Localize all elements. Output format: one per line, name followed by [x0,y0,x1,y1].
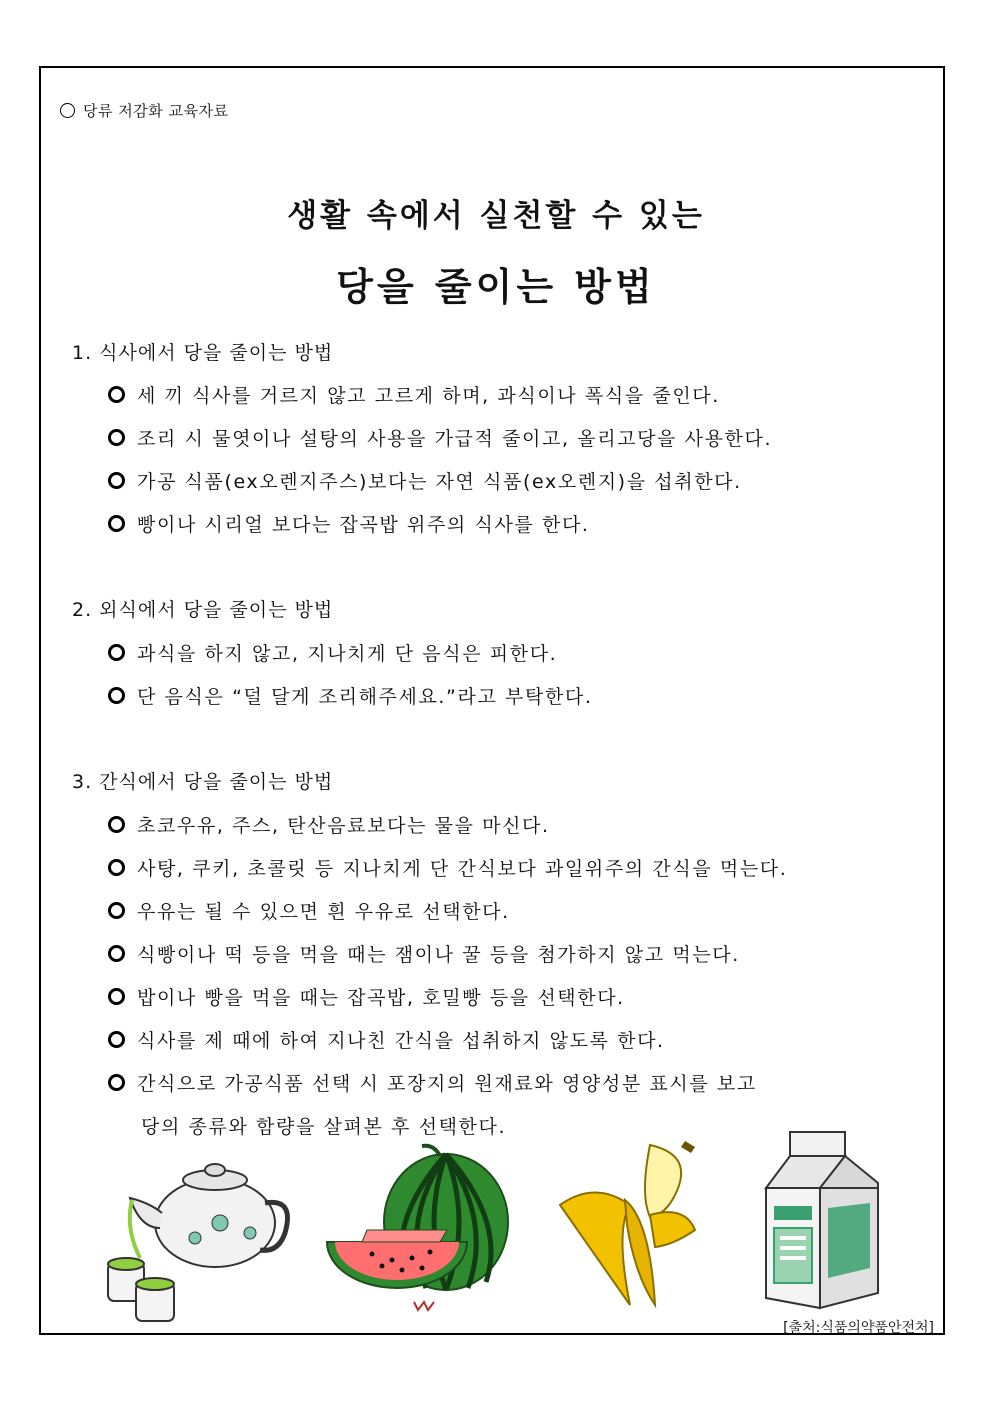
list-item: 빵이나 시리얼 보다는 잡곡밥 위주의 식사를 한다. [108,510,590,537]
list-item: 밥이나 빵을 먹을 때는 잡곡밥, 호밀빵 등을 선택한다. [108,983,625,1010]
teapot-icon [100,1158,295,1328]
list-item: 단 음식은 “덜 달게 조리해주세요.”라고 부탁한다. [108,682,593,709]
bullet-icon [108,1074,125,1091]
title-line-2: 당을 줄이는 방법 [336,265,656,309]
section-1-heading: 1. 식사에서 당을 줄이는 방법 [72,342,334,364]
bullet-icon [108,816,125,833]
list-item-continuation: 당의 종류와 함량을 살펴본 후 선택한다. [141,1116,507,1138]
list-item: 간식으로 가공식품 선택 시 포장지의 원재료와 영양성분 표시를 보고 [108,1069,757,1096]
list-item: 우유는 될 수 있으면 흰 우유로 선택한다. [108,897,510,924]
bullet-icon [108,687,125,704]
watermelon-icon [322,1142,512,1317]
section-3-heading: 3. 간식에서 당을 줄이는 방법 [72,771,334,793]
list-item: 가공 식품(ex오렌지주스)보다는 자연 식품(ex오렌지)을 섭취한다. [108,467,742,494]
source-caption: [출처:식품의약품안전처] [783,1320,934,1336]
list-item: 세 끼 식사를 거르지 않고 고르게 하며, 과식이나 폭식을 줄인다. [108,381,720,408]
circle-icon [60,103,75,118]
list-item: 식사를 제 때에 하여 지나친 간식을 섭취하지 않도록 한다. [108,1026,665,1053]
list-item: 과식을 하지 않고, 지나치게 단 음식은 피한다. [108,639,557,666]
bullet-icon [108,988,125,1005]
milk-carton-icon [760,1128,885,1313]
list-item: 조리 시 물엿이나 설탕의 사용을 가급적 줄이고, 올리고당을 사용한다. [108,424,772,451]
bullet-icon [108,945,125,962]
bullet-icon [108,644,125,661]
list-item: 초코우유, 주스, 탄산음료보다는 물을 마신다. [108,811,550,838]
bullet-icon [108,386,125,403]
bullet-icon [108,859,125,876]
list-item: 사탕, 쿠키, 초콜릿 등 지나치게 단 간식보다 과일위주의 간식을 먹는다. [108,854,787,881]
bullet-icon [108,1031,125,1048]
list-item: 식빵이나 떡 등을 먹을 때는 잼이나 꿀 등을 첨가하지 않고 먹는다. [108,940,740,967]
section-2-heading: 2. 외식에서 당을 줄이는 방법 [72,599,334,621]
bullet-icon [108,515,125,532]
banana-icon [555,1135,705,1310]
header-tag: 당류 저감화 교육자료 [60,100,228,121]
bullet-icon [108,472,125,489]
title-line-1: 생활 속에서 실천할 수 있는 [287,198,705,234]
bullet-icon [108,429,125,446]
bullet-icon [108,902,125,919]
